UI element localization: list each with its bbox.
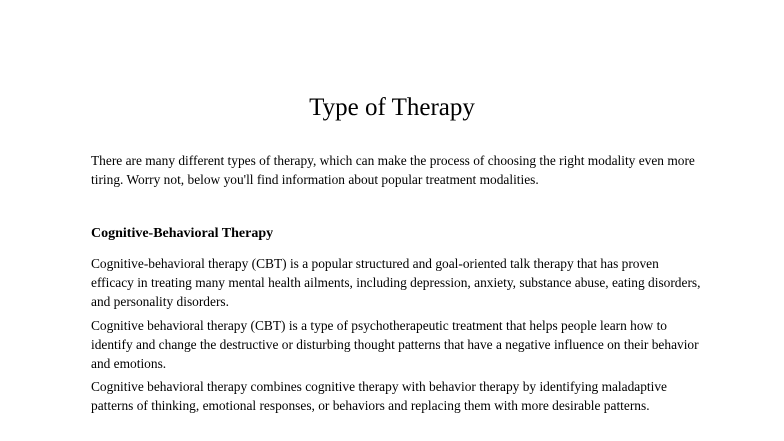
- section-paragraph-2: Cognitive behavioral therapy (CBT) is a type of psychotherapeutic treatment that helps people learn how to identify and change the destructive or disturbing thought patterns that have a negative influence on their behavior and emotions.: [91, 318, 699, 371]
- section-paragraph-1: Cognitive-behavioral therapy (CBT) is a popular structured and goal-oriented talk therapy that has proven efficacy in treating many mental health ailments, including depression, anxiety, substance abuse, eating disorders, and personality disorders.: [91, 256, 701, 309]
- intro-paragraph: There are many different types of therapy, which can make the process of choosing the right modality even more tiring. Worry not, below you'll find information about popular treatment modalities.: [91, 153, 695, 187]
- section-heading: Cognitive-Behavioral Therapy: [91, 226, 274, 241]
- section-paragraph-3: Cognitive behavioral therapy combines cognitive therapy with behavior therapy by identifying maladaptive patterns of thinking, emotional responses, or behaviors and replacing them with more desirable patterns.: [91, 379, 667, 413]
- document-title: Type of Therapy: [309, 94, 475, 121]
